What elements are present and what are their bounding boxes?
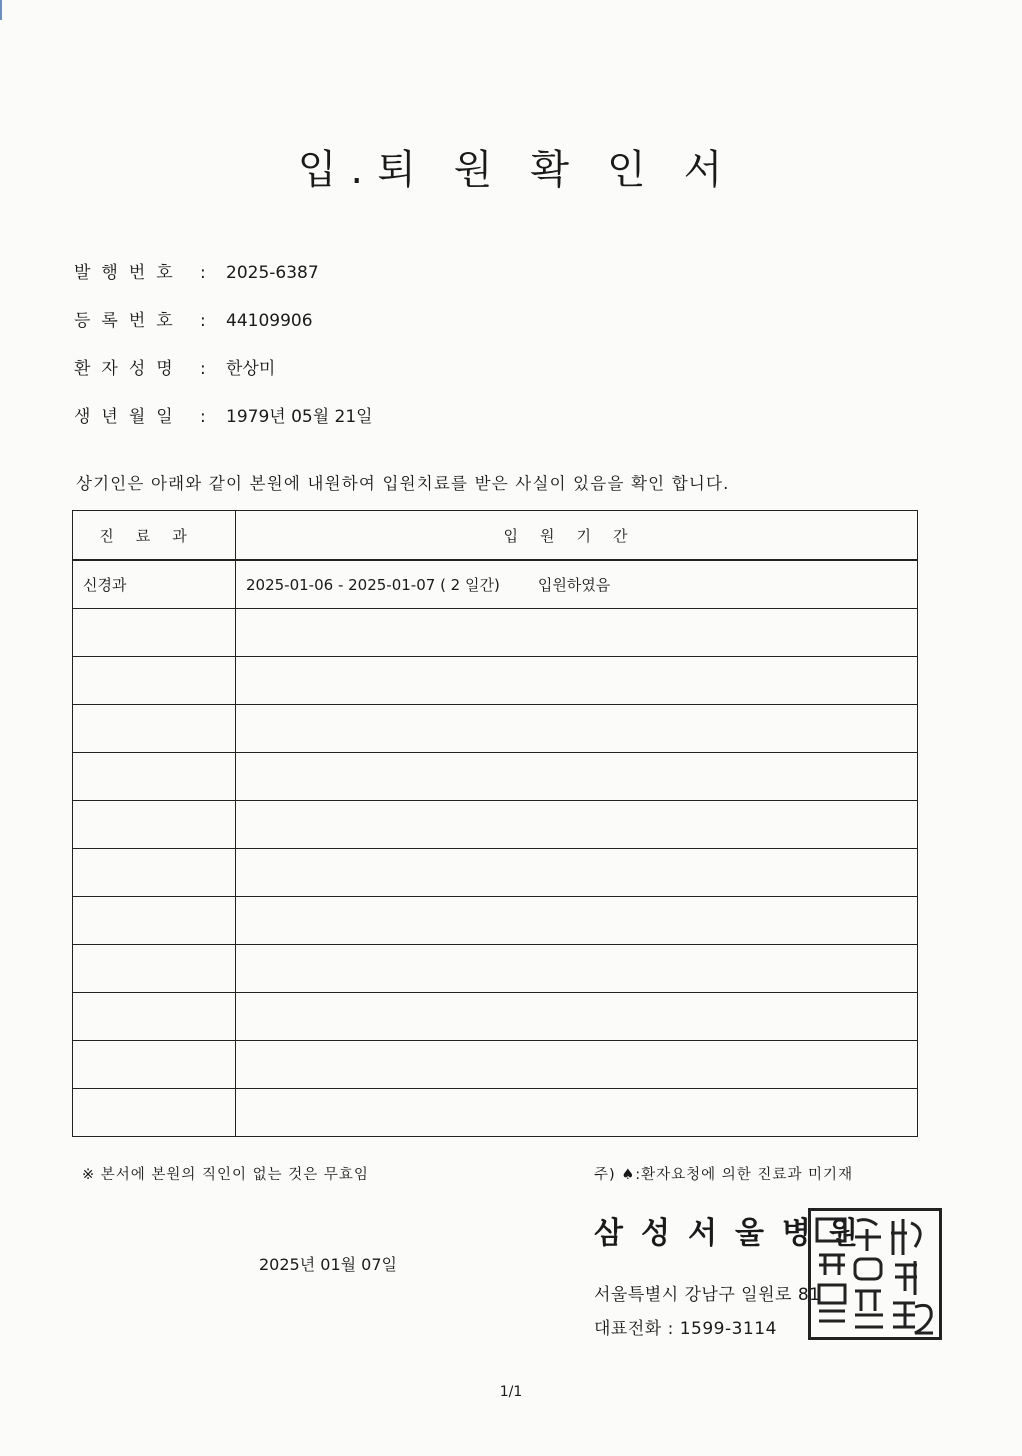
birth-date-row — [74, 402, 373, 427]
issue-date: 2025년 01월 07일 — [259, 1255, 397, 1274]
title-char: 퇴 — [377, 147, 418, 193]
hospital-seal-stamp — [808, 1208, 942, 1340]
hospital-phone: 대표전화 : 1599-3114 — [594, 1319, 777, 1339]
colon: : — [200, 311, 206, 331]
scan-corner-mark — [0, 0, 8, 20]
patient-name-row — [74, 354, 275, 379]
table-row — [73, 560, 918, 609]
issue-number-label: 발행번호 — [74, 263, 184, 283]
header-department: 진료과 — [73, 511, 236, 561]
validity-note: ※ 본서에 본원의 직인이 없는 것은 무효임 — [82, 1167, 369, 1183]
colon: : — [200, 407, 206, 427]
title-char: 확 — [530, 147, 571, 193]
table-row — [73, 801, 918, 849]
patient-name-label: 환자성명 — [74, 359, 184, 379]
document-title — [0, 138, 1022, 195]
title-char: 서 — [683, 147, 725, 193]
admission-table — [72, 510, 918, 1137]
table-row — [73, 753, 918, 801]
registration-number-label: 등록번호 — [74, 311, 184, 331]
registration-number-row — [74, 306, 313, 331]
birth-date-label: 생년월일 — [74, 407, 184, 427]
registration-number-value: 44109906 — [226, 311, 313, 331]
seal-icon — [811, 1211, 939, 1337]
table-row — [73, 1089, 918, 1137]
header-admission-period: 입원기간 — [236, 511, 918, 561]
table-row — [73, 993, 918, 1041]
table-row — [73, 609, 918, 657]
table-row — [73, 897, 918, 945]
colon: : — [200, 263, 206, 283]
issue-number-value: 2025-6387 — [226, 263, 319, 283]
title-char: 입 — [297, 147, 339, 193]
page-number: 1/1 — [499, 1384, 523, 1400]
confirmation-statement: 상기인은 아래와 같이 본원에 내원하여 입원치료를 받은 사실이 있음을 확인 합니다. — [76, 474, 730, 493]
issue-number-row — [74, 258, 319, 283]
table-row — [73, 945, 918, 993]
table-row — [73, 705, 918, 753]
department-omission-note: 주) ♠:환자요청에 의한 진료과 미기재 — [594, 1167, 854, 1183]
table-row — [73, 849, 918, 897]
title-char: 인 — [607, 147, 648, 193]
colon: : — [200, 359, 206, 379]
table-header-row — [73, 511, 918, 561]
table-row — [73, 1041, 918, 1089]
hospital-address: 서울특별시 강남구 일원로 81 — [594, 1285, 821, 1305]
title-char: . — [350, 147, 366, 193]
period-note: 입원하였음 — [537, 576, 611, 594]
period-cell — [236, 560, 918, 609]
hospital-name: 삼성서울병원 — [594, 1216, 876, 1251]
department-cell: 신경과 — [73, 560, 236, 609]
table-row — [73, 657, 918, 705]
patient-name-value: 한상미 — [226, 359, 276, 379]
period-range: 2025-01-06 - 2025-01-07 ( 2 일간) — [246, 576, 500, 594]
title-char: 원 — [453, 147, 495, 193]
birth-date-value: 1979년 05월 21일 — [226, 407, 373, 427]
